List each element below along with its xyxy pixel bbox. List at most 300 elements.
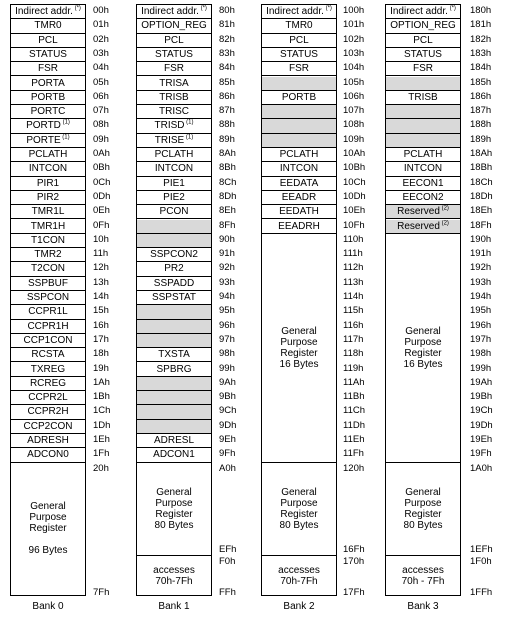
block-text-line: General <box>405 326 441 338</box>
register-name: RCSTA <box>31 349 65 361</box>
bank-3-column <box>385 4 461 596</box>
unimplemented-register-cell <box>262 134 336 148</box>
register-name: INTCON <box>154 163 194 175</box>
address-label: 90h <box>219 233 235 245</box>
register-cell <box>262 162 336 176</box>
register-cell <box>11 334 85 348</box>
register-cell <box>386 48 460 62</box>
address-label: 18Ah <box>470 148 493 159</box>
register-cell <box>137 105 211 119</box>
address-label: 1A0h <box>470 462 493 474</box>
register-name: TRISB <box>159 91 189 103</box>
register-name: Reserved <box>397 220 440 232</box>
address-label: 199h <box>470 362 492 374</box>
unimplemented-register-cell <box>386 105 460 119</box>
bank-0-column <box>10 4 86 596</box>
unimplemented-register-cell <box>386 119 460 133</box>
register-name: STATUS <box>29 48 67 60</box>
register-name: EEADR <box>281 191 317 203</box>
block-text-line: Purpose <box>280 337 318 349</box>
bank-2-caption: Bank 2 <box>283 601 315 612</box>
address-label: 01h <box>93 19 109 31</box>
address-label: 18Eh <box>470 205 493 217</box>
register-cell <box>137 348 211 362</box>
register-cell <box>11 19 85 33</box>
block-text-line: accesses <box>278 564 320 576</box>
address-label: 19Dh <box>470 419 493 431</box>
address-label: 98h <box>219 348 235 360</box>
address-label: 9Ah <box>219 376 236 388</box>
bank-0-caption: Bank 0 <box>32 601 64 612</box>
address-label: 1Eh <box>93 434 110 445</box>
address-label: 188h <box>470 119 492 131</box>
register-cell <box>262 19 336 33</box>
register-cell <box>137 434 211 448</box>
register-cell <box>11 91 85 105</box>
accesses-mirror-block <box>386 556 460 595</box>
register-cell <box>11 277 85 291</box>
block-text-line: 70h - 7Fh <box>401 575 445 587</box>
register-cell <box>11 262 85 276</box>
address-label: 182h <box>470 33 492 45</box>
address-label: 10Ch <box>343 176 366 188</box>
address-label: 82h <box>219 33 235 45</box>
block-text-line: Purpose <box>404 498 442 510</box>
address-label: 12h <box>93 262 109 274</box>
register-name: FSR <box>38 63 58 75</box>
address-label: 8Bh <box>219 162 236 174</box>
register-name: PORTA <box>31 77 65 89</box>
register-name: PORTB <box>281 91 317 103</box>
block-text-line: General <box>405 487 441 499</box>
register-name: TRISE <box>154 134 185 146</box>
address-label: 18h <box>93 348 109 360</box>
register-name: PCLATH <box>403 149 443 160</box>
block-text-line: accesses <box>402 564 444 576</box>
address-label: 7Fh <box>93 587 110 598</box>
address-label: 11Ch <box>343 405 366 417</box>
address-label: 1EFh <box>470 544 493 555</box>
address-label: 03h <box>93 47 109 59</box>
register-cell <box>137 62 211 76</box>
register-cell <box>262 91 336 105</box>
register-cell <box>386 177 460 191</box>
unimplemented-register-cell <box>137 377 211 391</box>
address-label: 109h <box>343 133 365 145</box>
address-label: 19h <box>93 362 109 374</box>
unimplemented-register-cell <box>137 305 211 319</box>
register-cell <box>137 91 211 105</box>
register-name: PORTD <box>26 120 61 132</box>
register-name: PORTB <box>30 91 66 103</box>
register-name: OPTION_REG <box>141 20 207 32</box>
register-cell <box>137 177 211 191</box>
unimplemented-register-cell <box>137 320 211 334</box>
address-label: 02h <box>93 33 109 45</box>
address-label: 117h <box>343 333 364 345</box>
register-cell <box>386 19 460 33</box>
address-label: 113h <box>343 276 364 288</box>
block-text-line: Register <box>155 509 193 521</box>
block-text-line: General <box>281 487 317 499</box>
address-label: 19Eh <box>470 434 493 445</box>
register-name: STATUS <box>280 48 318 60</box>
register-cell <box>137 291 211 305</box>
block-text-line: Purpose <box>404 337 442 349</box>
register-cell <box>137 119 211 133</box>
address-label: 11Ah <box>343 376 365 388</box>
register-cell <box>11 48 85 62</box>
block-text-line: Purpose <box>280 498 318 510</box>
register-cell <box>137 77 211 91</box>
address-label: 85h <box>219 76 235 88</box>
register-name: SSPBUF <box>27 277 68 289</box>
register-cell <box>11 162 85 176</box>
address-label: 00h <box>93 5 109 16</box>
block-text-line: 70h-7Fh <box>280 575 318 587</box>
unimplemented-register-cell <box>262 105 336 119</box>
register-cell <box>262 148 336 162</box>
register-name: EEADRH <box>278 220 320 232</box>
register-cell <box>137 262 211 276</box>
unimplemented-register-cell <box>262 77 336 91</box>
register-cell <box>262 177 336 191</box>
register-cell <box>386 191 460 205</box>
address-label: 8Ah <box>219 148 236 159</box>
block-text-line: 96 Bytes <box>28 545 68 557</box>
address-label: 107h <box>343 105 365 117</box>
register-name: TRISD <box>154 120 185 132</box>
register-name: PCL <box>164 34 184 46</box>
register-name: STATUS <box>155 48 193 60</box>
register-name: TXREG <box>30 363 66 375</box>
address-label: 11h <box>93 248 109 260</box>
block-text-line: 80 Bytes <box>403 520 443 532</box>
register-name: CCPR2H <box>27 406 69 418</box>
address-label: 9Ch <box>219 405 237 417</box>
block-text-line: Register <box>29 523 67 535</box>
address-label: 94h <box>219 291 235 302</box>
address-label: 17h <box>93 333 109 345</box>
address-label: 19Fh <box>470 448 492 460</box>
register-cell <box>11 291 85 305</box>
address-label: 9Dh <box>219 419 237 431</box>
address-label: 195h <box>470 305 492 317</box>
register-cell <box>262 205 336 219</box>
bank-2-column <box>261 4 337 596</box>
footnote-marker: (1) <box>184 120 194 127</box>
address-label: 9Eh <box>219 434 236 445</box>
address-label: 104h <box>343 62 365 74</box>
register-cell <box>137 162 211 176</box>
register-cell <box>137 134 211 148</box>
register-name: SSPCON <box>26 292 70 303</box>
register-name: TXSTA <box>158 349 190 361</box>
address-label: 81h <box>219 19 235 31</box>
register-name: TRISB <box>408 91 438 103</box>
register-cell <box>137 205 211 219</box>
register-cell <box>11 305 85 319</box>
address-label: 11Dh <box>343 419 366 431</box>
address-label: 86h <box>219 90 235 102</box>
address-label: 112h <box>343 262 364 274</box>
register-name: TMR0 <box>285 20 313 32</box>
address-label: 119h <box>343 362 364 374</box>
address-label: 111h <box>343 248 363 260</box>
address-label: 115h <box>343 305 364 317</box>
address-label: 04h <box>93 62 109 74</box>
register-cell <box>386 205 460 219</box>
register-cell <box>11 234 85 248</box>
address-label: 0Eh <box>93 205 110 217</box>
block-text-line: General <box>281 326 317 338</box>
address-label: 110h <box>343 233 364 245</box>
general-purpose-register-block <box>137 463 211 556</box>
address-label: 101h <box>343 19 365 31</box>
address-label: 190h <box>470 233 492 245</box>
block-text-line: 80 Bytes <box>279 520 319 532</box>
address-label: 103h <box>343 47 365 59</box>
register-name: Indirect addr. <box>15 6 73 17</box>
register-name: OPTION_REG <box>390 20 456 32</box>
address-label: 10h <box>93 233 109 245</box>
address-label: 189h <box>470 133 492 145</box>
register-name: ADCON0 <box>27 449 69 461</box>
register-name: PORTE <box>26 134 61 146</box>
register-name: Indirect addr. <box>390 6 448 17</box>
address-label: 84h <box>219 62 235 74</box>
address-label: 1Dh <box>93 419 111 431</box>
register-name: PIE2 <box>163 191 185 203</box>
address-label: 1Ah <box>93 376 110 388</box>
footnote-marker: (2) <box>439 205 449 212</box>
register-cell <box>137 19 211 33</box>
register-cell <box>11 248 85 262</box>
register-cell <box>262 34 336 48</box>
unimplemented-register-cell <box>262 119 336 133</box>
address-label: 10Fh <box>343 219 365 231</box>
register-cell <box>11 177 85 191</box>
address-label: 184h <box>470 62 492 74</box>
register-cell <box>137 148 211 162</box>
register-cell <box>386 220 460 234</box>
register-name: TMR2 <box>34 249 62 261</box>
register-name: PIR2 <box>36 191 60 203</box>
address-label: 15h <box>93 305 109 317</box>
block-text-line: General <box>30 501 66 513</box>
register-name: EECON1 <box>402 177 444 189</box>
address-label: 187h <box>470 105 492 117</box>
address-label: 1FFh <box>470 587 493 598</box>
register-cell <box>137 5 211 19</box>
address-label: 18Fh <box>470 219 492 231</box>
register-cell <box>11 405 85 419</box>
register-cell <box>386 34 460 48</box>
address-label: 0Fh <box>93 219 110 231</box>
address-label: 1F0h <box>470 556 492 567</box>
address-label: 197h <box>470 333 492 345</box>
register-name: INTCON <box>28 163 68 175</box>
address-label: 08h <box>93 119 109 131</box>
register-name: STATUS <box>404 48 442 60</box>
address-label: 194h <box>470 291 492 302</box>
address-label: 185h <box>470 76 492 88</box>
register-name: EEDATH <box>279 206 319 218</box>
address-label: 11Fh <box>343 448 364 460</box>
register-cell <box>137 191 211 205</box>
register-cell <box>262 191 336 205</box>
register-cell <box>11 448 85 462</box>
register-cell <box>137 48 211 62</box>
register-name: PR2 <box>164 263 184 275</box>
unimplemented-register-cell <box>137 334 211 348</box>
address-label: 20h <box>93 462 109 474</box>
register-cell <box>137 248 211 262</box>
register-name: CCP2CON <box>23 420 73 432</box>
register-cell <box>137 363 211 377</box>
unimplemented-register-cell <box>137 420 211 434</box>
address-label: 192h <box>470 262 492 274</box>
register-name: PCON <box>159 206 189 218</box>
footnote-marker: (2) <box>439 220 449 227</box>
bank-3-caption: Bank 3 <box>407 601 439 612</box>
block-text-line: Register <box>404 509 442 521</box>
address-label: 1Fh <box>93 448 110 460</box>
address-label: 1Bh <box>93 391 110 403</box>
register-name: PCLATH <box>28 149 68 160</box>
address-label: 11Eh <box>343 434 365 445</box>
address-label: 92h <box>219 262 235 274</box>
gpr-16-byte-block <box>386 234 460 463</box>
address-label: FFh <box>219 587 236 598</box>
register-name: SSPADD <box>153 277 195 289</box>
register-cell <box>11 434 85 448</box>
address-label: 0Ch <box>93 176 111 188</box>
address-label: 93h <box>219 276 235 288</box>
address-label: 13h <box>93 276 109 288</box>
general-purpose-register-block <box>11 463 85 595</box>
address-label: 8Eh <box>219 205 236 217</box>
address-label: 95h <box>219 305 235 317</box>
address-label: 180h <box>470 5 492 16</box>
register-cell <box>137 34 211 48</box>
register-name: PCL <box>289 34 309 46</box>
register-name: ADRESH <box>27 435 69 446</box>
register-name: INTCON <box>403 163 443 175</box>
register-name: Indirect addr. <box>141 6 199 17</box>
register-cell <box>262 5 336 19</box>
footnote-marker: (*) <box>447 5 456 12</box>
register-cell <box>11 148 85 162</box>
block-text-line: Purpose <box>155 498 193 510</box>
block-text-line: 16 Bytes <box>403 359 443 371</box>
footnote-marker: (*) <box>198 5 207 12</box>
bank-1-caption: Bank 1 <box>158 601 190 612</box>
address-label: 191h <box>470 248 492 260</box>
address-label: 114h <box>343 291 364 302</box>
address-label: 19Ah <box>470 376 493 388</box>
register-name: RCREG <box>29 377 67 389</box>
address-label: F0h <box>219 556 236 567</box>
register-cell <box>11 134 85 148</box>
register-name: EEDATA <box>279 177 319 189</box>
address-label: 88h <box>219 119 235 131</box>
register-name: CCP1CON <box>23 334 73 346</box>
register-name: TMR0 <box>34 20 62 32</box>
footnote-marker: (1) <box>184 134 194 141</box>
register-cell <box>11 420 85 434</box>
register-cell <box>11 348 85 362</box>
register-cell <box>386 148 460 162</box>
address-label: A0h <box>219 462 236 474</box>
block-text-line: 80 Bytes <box>154 520 194 532</box>
address-label: 0Ah <box>93 148 110 159</box>
general-purpose-register-block <box>386 463 460 556</box>
register-name: CCPR1L <box>28 306 68 318</box>
accesses-mirror-block <box>137 556 211 595</box>
register-name: PCLATH <box>279 149 319 160</box>
block-text-line: Register <box>280 348 318 360</box>
register-cell <box>262 62 336 76</box>
address-label: 116h <box>343 319 364 331</box>
register-name: TRISA <box>159 77 189 89</box>
register-cell <box>386 91 460 105</box>
register-cell <box>386 162 460 176</box>
address-label: 118h <box>343 348 364 360</box>
accesses-mirror-block <box>262 556 336 595</box>
address-label: 99h <box>219 362 235 374</box>
address-label: 183h <box>470 47 492 59</box>
address-label: 19Bh <box>470 391 493 403</box>
block-text-line: 70h-7Fh <box>155 575 193 587</box>
address-label: 09h <box>93 133 109 145</box>
register-cell <box>11 62 85 76</box>
register-name: Indirect addr. <box>266 6 324 17</box>
register-name: EECON2 <box>402 191 444 203</box>
register-cell <box>262 48 336 62</box>
unimplemented-register-cell <box>137 220 211 234</box>
address-label: 80h <box>219 5 235 16</box>
address-label: 10Bh <box>343 162 366 174</box>
register-name: TRISC <box>159 106 189 118</box>
address-label: 120h <box>343 462 365 474</box>
general-purpose-register-block <box>262 463 336 556</box>
register-name: T1CON <box>31 234 65 246</box>
address-label: 05h <box>93 76 109 88</box>
address-label: 1Ch <box>93 405 111 417</box>
gpr-16-byte-block <box>262 234 336 463</box>
footnote-marker: (*) <box>323 5 332 12</box>
address-label: 181h <box>470 19 492 31</box>
register-name: TMR1H <box>30 220 66 232</box>
register-cell <box>262 220 336 234</box>
register-name: CCPR2L <box>28 392 68 404</box>
address-label: 18Bh <box>470 162 493 174</box>
register-name: PCLATH <box>154 149 194 160</box>
address-label: 91h <box>219 248 235 260</box>
register-name: PCL <box>413 34 433 46</box>
register-name: TMR1L <box>31 206 65 218</box>
block-text-line: Register <box>280 509 318 521</box>
unimplemented-register-cell <box>137 234 211 248</box>
address-label: 198h <box>470 348 492 360</box>
address-label: 96h <box>219 319 235 331</box>
address-label: 18Ch <box>470 176 493 188</box>
register-name: ADCON1 <box>153 449 195 461</box>
register-name: FSR <box>164 63 184 75</box>
register-cell <box>386 5 460 19</box>
register-name: PORTC <box>30 106 66 118</box>
